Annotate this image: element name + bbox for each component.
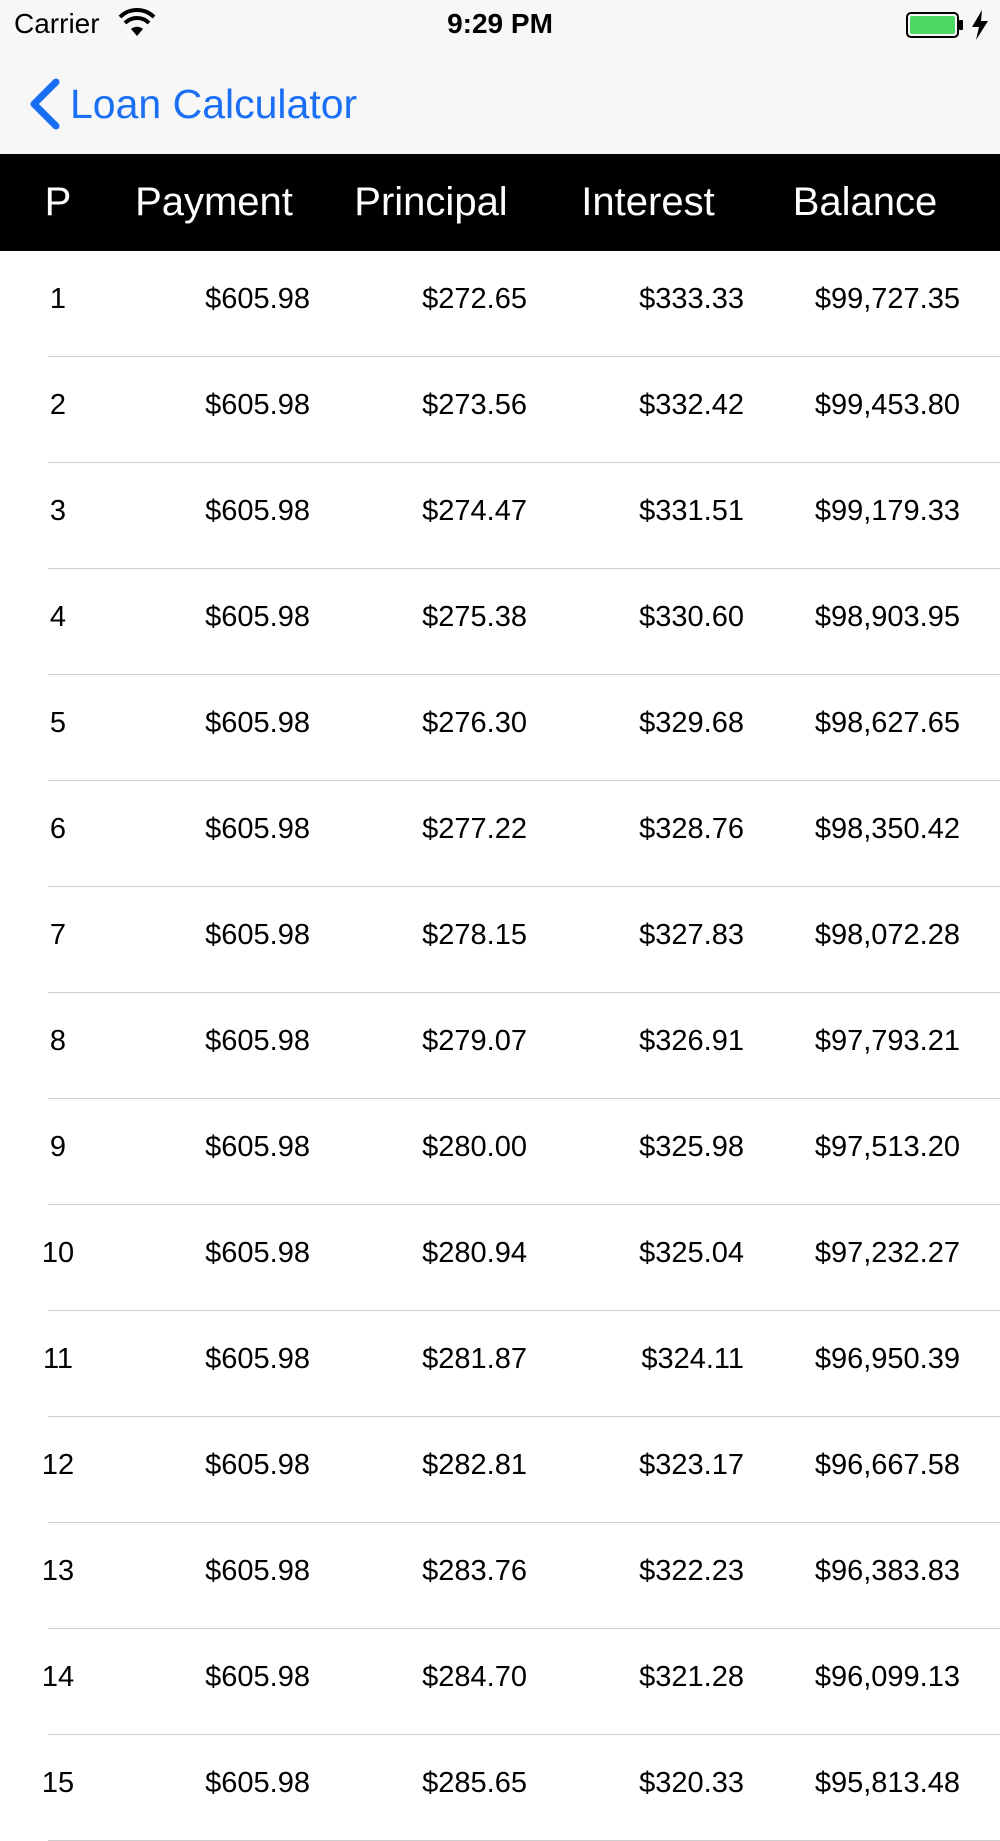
payment-cell: $605.98 — [205, 1449, 310, 1481]
amortization-table[interactable] — [0, 251, 1000, 1799]
payment-cell: $605.98 — [205, 919, 310, 951]
table-row[interactable] — [0, 1099, 1000, 1205]
interest-cell: $328.76 — [639, 813, 744, 845]
column-header-period: P — [44, 180, 72, 224]
charging-bolt-icon — [970, 10, 990, 40]
table-header — [0, 154, 1000, 251]
table-row[interactable] — [0, 1735, 1000, 1841]
interest-cell: $322.23 — [639, 1555, 744, 1587]
principal-cell: $274.47 — [422, 495, 527, 527]
period-cell: 2 — [49, 389, 67, 421]
interest-cell: $324.11 — [641, 1343, 744, 1375]
principal-cell: $275.38 — [422, 601, 527, 633]
interest-cell: $326.91 — [639, 1025, 744, 1057]
column-header-balance: Balance — [792, 180, 938, 224]
period-cell: 10 — [41, 1237, 75, 1269]
payment-cell: $605.98 — [205, 1555, 310, 1587]
balance-cell: $98,350.42 — [814, 813, 960, 845]
principal-cell: $282.81 — [422, 1449, 527, 1481]
principal-cell: $276.30 — [422, 707, 527, 739]
interest-cell: $323.17 — [639, 1449, 744, 1481]
interest-cell: $330.60 — [639, 601, 744, 633]
period-cell: 4 — [49, 601, 67, 633]
payment-cell: $605.98 — [205, 1767, 310, 1799]
table-row[interactable] — [0, 1523, 1000, 1629]
chevron-left-icon — [26, 78, 62, 130]
back-button[interactable] — [26, 74, 357, 134]
period-cell: 1 — [49, 283, 67, 315]
period-cell: 3 — [49, 495, 67, 527]
interest-cell: $329.68 — [639, 707, 744, 739]
table-row[interactable] — [0, 357, 1000, 463]
interest-cell: $332.42 — [639, 389, 744, 421]
payment-cell: $605.98 — [205, 1237, 310, 1269]
interest-cell: $320.33 — [639, 1767, 744, 1799]
payment-cell: $605.98 — [205, 389, 310, 421]
table-row[interactable] — [0, 781, 1000, 887]
balance-cell: $96,950.39 — [814, 1343, 960, 1375]
payment-cell: $605.98 — [205, 283, 310, 315]
balance-cell: $99,179.33 — [814, 495, 960, 527]
table-row[interactable] — [0, 463, 1000, 569]
principal-cell: $273.56 — [422, 389, 527, 421]
principal-cell: $279.07 — [422, 1025, 527, 1057]
balance-cell: $96,667.58 — [814, 1449, 960, 1481]
status-time: 9:29 PM — [447, 8, 553, 39]
column-header-payment: Payment — [135, 180, 293, 224]
principal-cell: $280.00 — [422, 1131, 527, 1163]
interest-cell: $333.33 — [639, 283, 744, 315]
period-cell: 12 — [41, 1449, 75, 1481]
balance-cell: $98,072.28 — [814, 919, 960, 951]
interest-cell: $327.83 — [639, 919, 744, 951]
payment-cell: $605.98 — [205, 601, 310, 633]
navigation-bar — [0, 52, 1000, 154]
table-row[interactable] — [0, 993, 1000, 1099]
payment-cell: $605.98 — [205, 707, 310, 739]
balance-cell: $97,232.27 — [814, 1237, 960, 1269]
period-cell: 11 — [42, 1343, 74, 1375]
period-cell: 9 — [49, 1131, 67, 1163]
balance-cell: $98,903.95 — [814, 601, 960, 633]
balance-cell: $99,453.80 — [814, 389, 960, 421]
period-cell: 7 — [49, 919, 67, 951]
status-bar — [0, 0, 1000, 52]
payment-cell: $605.98 — [205, 1025, 310, 1057]
principal-cell: $283.76 — [422, 1555, 527, 1587]
principal-cell: $280.94 — [422, 1237, 527, 1269]
interest-cell: $331.51 — [639, 495, 744, 527]
table-row[interactable] — [0, 251, 1000, 357]
principal-cell: $285.65 — [422, 1767, 527, 1799]
payment-cell: $605.98 — [205, 813, 310, 845]
period-cell: 5 — [49, 707, 67, 739]
table-row[interactable] — [0, 1311, 1000, 1417]
interest-cell: $321.28 — [639, 1661, 744, 1693]
principal-cell: $272.65 — [422, 283, 527, 315]
period-cell: 6 — [49, 813, 67, 845]
carrier-label: Carrier — [14, 8, 100, 39]
column-header-principal: Principal — [354, 180, 508, 224]
balance-cell: $96,099.13 — [814, 1661, 960, 1693]
balance-cell: $98,627.65 — [814, 707, 960, 739]
principal-cell: $284.70 — [422, 1661, 527, 1693]
balance-cell: $96,383.83 — [814, 1555, 960, 1587]
table-row[interactable] — [0, 569, 1000, 675]
payment-cell: $605.98 — [205, 495, 310, 527]
payment-cell: $605.98 — [205, 1131, 310, 1163]
payment-cell: $605.98 — [205, 1661, 310, 1693]
back-button-label: Loan Calculator — [70, 80, 358, 127]
principal-cell: $278.15 — [422, 919, 527, 951]
table-row[interactable] — [0, 675, 1000, 781]
interest-cell: $325.98 — [639, 1131, 744, 1163]
balance-cell: $99,727.35 — [814, 283, 960, 315]
balance-cell: $97,793.21 — [814, 1025, 960, 1057]
period-cell: 8 — [49, 1025, 67, 1057]
column-header-interest: Interest — [581, 180, 715, 224]
interest-cell: $325.04 — [639, 1237, 744, 1269]
battery-icon — [906, 12, 964, 38]
period-cell: 13 — [41, 1555, 75, 1587]
table-row[interactable] — [0, 1629, 1000, 1735]
balance-cell: $97,513.20 — [814, 1131, 960, 1163]
period-cell: 14 — [41, 1661, 75, 1693]
balance-cell: $95,813.48 — [814, 1767, 960, 1799]
payment-cell: $605.98 — [205, 1343, 310, 1375]
principal-cell: $277.22 — [422, 813, 527, 845]
principal-cell: $281.87 — [422, 1343, 527, 1375]
table-row[interactable] — [0, 1205, 1000, 1311]
table-row[interactable] — [0, 1417, 1000, 1523]
table-row[interactable] — [0, 887, 1000, 993]
period-cell: 15 — [41, 1767, 75, 1799]
